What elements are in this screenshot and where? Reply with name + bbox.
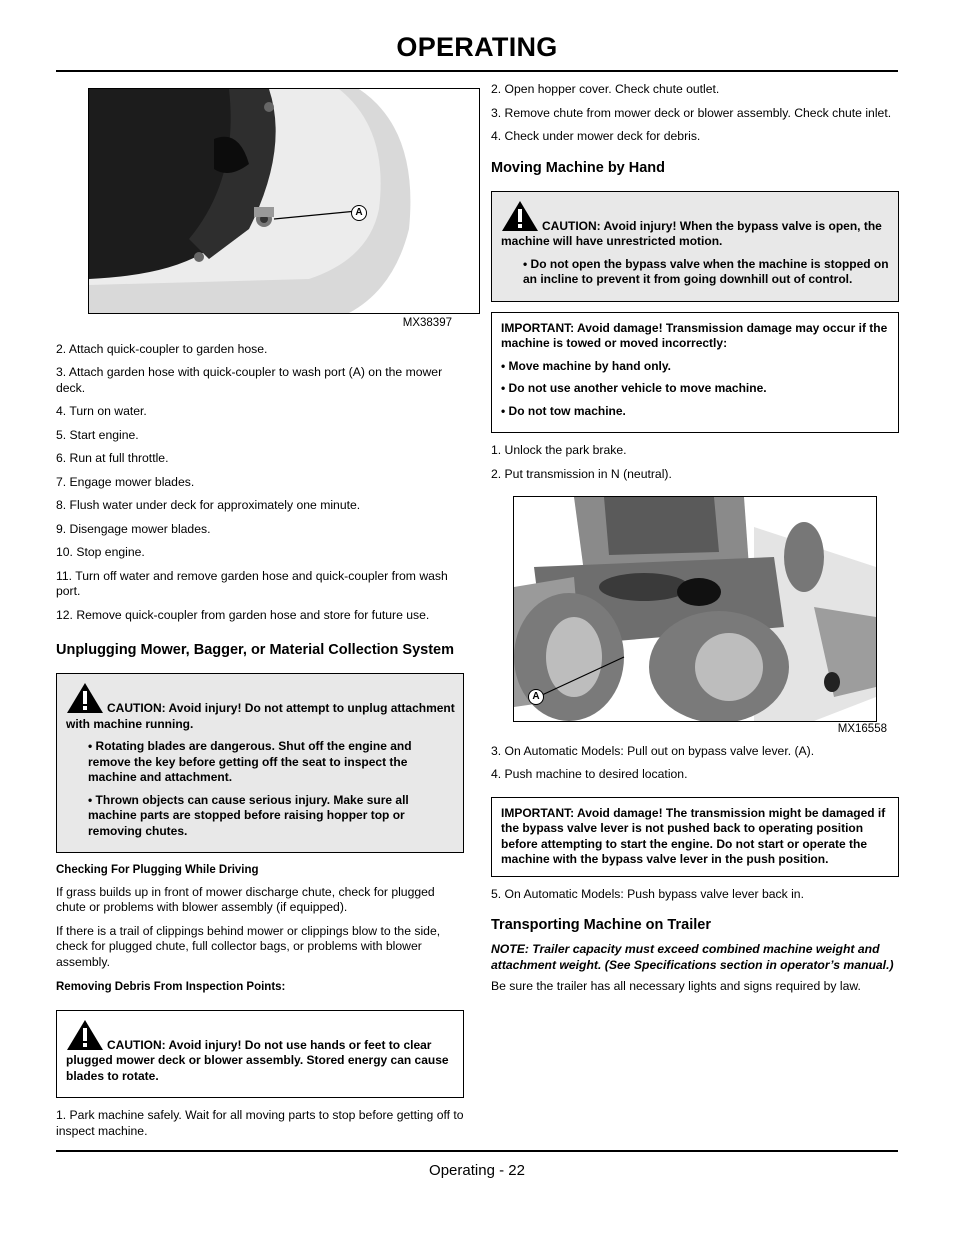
wash-port-illustration [89, 89, 479, 313]
step: 5. On Automatic Models: Push bypass valve lever back in. [491, 886, 804, 901]
tractor-rear-illustration [514, 497, 876, 721]
step: 1. Unlock the park brake. [491, 443, 627, 457]
step: 8. Flush water under deck for approximately one minute. [56, 498, 361, 512]
paragraph: If grass builds up in front of mower discharge chute, check for plugged chute or problems with blower assembly (if equipped). [56, 884, 435, 914]
step: 11. Turn off water and remove garden hose and quick-coupler from wash port. [56, 568, 448, 598]
figure-bypass-lever [513, 496, 877, 722]
section-heading: Unplugging Mower, Bagger, or Material Collection System [56, 642, 455, 658]
warning-triangle-icon [66, 682, 104, 714]
section-heading: Transporting Machine on Trailer [491, 917, 711, 933]
note: NOTE: Trailer capacity must exceed combined machine weight and attachment weight. (See Specifications section in operator’s manual.) [491, 942, 894, 972]
figure-caption: MX38397 [402, 317, 452, 329]
warning-triangle-icon [66, 1019, 104, 1051]
figure-wash-port [88, 88, 480, 314]
warning-triangle-icon [501, 200, 539, 232]
subheading: Checking For Plugging While Driving [56, 864, 259, 876]
caution-bullet: • Do not open the bypass valve when the machine is stopped on an incline to prevent it from going downhill out of control. [523, 256, 889, 286]
right-column [491, 82, 899, 1003]
important-box [491, 797, 899, 877]
important-box [491, 312, 899, 434]
step: 3. Attach garden hose with quick-coupler to wash port (A) on the mower deck. [56, 365, 443, 395]
important-bullet: • Do not use another vehicle to move machine. [501, 381, 767, 395]
step: 4. Turn on water. [56, 404, 147, 418]
step: 1. Park machine safely. Wait for all moving parts to stop before getting off to inspect machine. [56, 1108, 464, 1138]
caution-box [491, 191, 899, 302]
caution-bullet: • Rotating blades are dangerous. Shut off the engine and remove the key before getting off the seat to inspect the machine and attachment. [88, 739, 412, 784]
caution-box [56, 1010, 464, 1099]
caution-text: CAUTION: Avoid injury! Do not attempt to unplug attachment with machine running. [66, 701, 455, 731]
step: 10. Stop engine. [56, 545, 145, 559]
step: 2. Put transmission in N (neutral). [491, 466, 672, 481]
step: 3. Remove chute from mower deck or blower assembly. Check chute inlet. [491, 105, 892, 120]
figure-caption: MX16558 [837, 723, 887, 735]
caution-text: CAUTION: Avoid injury! Do not use hands or feet to clear plugged mower deck or blower assembly. Stored energy can cause blades to rotate. [66, 1037, 449, 1083]
step: 6. Run at full throttle. [56, 451, 169, 465]
step: 4. Check under mower deck for debris. [491, 129, 701, 143]
step: 2. Open hopper cover. Check chute outlet. [491, 82, 720, 96]
page-footer: Operating - 22 [429, 1162, 525, 1179]
caution-box [56, 673, 464, 853]
important-text: IMPORTANT: Avoid damage! The transmission might be damaged if the bypass valve lever is not pushed back to operating position before attempting to start the engine. Do not start or operate the machine with the bypass valve lever in the push position. [501, 805, 886, 866]
important-bullet: • Move machine by hand only. [501, 358, 672, 373]
subheading: Removing Debris From Inspection Points: [56, 981, 286, 993]
step: 4. Push machine to desired location. [491, 767, 688, 781]
callout-a: A [351, 205, 367, 221]
left-column [56, 88, 464, 1147]
step: 9. Disengage mower blades. [56, 521, 211, 536]
page-title: OPERATING [396, 32, 558, 62]
paragraph: Be sure the trailer has all necessary lights and signs required by law. [491, 979, 861, 993]
paragraph: If there is a trail of clippings behind mower or clippings blow to the side, check for plugged chute, full collector bags, or problems with blower assembly. [56, 923, 441, 969]
caution-bullet: • Thrown objects can cause serious injury. Make sure all machine parts are stopped before raising hopper top or removing chutes. [88, 792, 409, 838]
step: 7. Engage mower blades. [56, 474, 195, 489]
bottom-rule [56, 1150, 898, 1152]
section-heading: Moving Machine by Hand [491, 159, 666, 176]
step: 12. Remove quick-coupler from garden hose and store for future use. [56, 607, 430, 622]
important-text: IMPORTANT: Avoid damage! Transmission damage may occur if the machine is towed or moved incorrectly: [501, 320, 888, 350]
step: 3. On Automatic Models: Pull out on bypass valve lever. (A). [491, 743, 815, 758]
top-rule [56, 70, 898, 72]
step: 5. Start engine. [56, 427, 139, 442]
important-bullet: • Do not tow machine. [501, 403, 626, 418]
step: 2. Attach quick-coupler to garden hose. [56, 341, 268, 356]
caution-text: CAUTION: Avoid injury! When the bypass valve is open, the machine will have unrestricted motion. [501, 218, 882, 248]
callout-a: A [528, 689, 544, 705]
